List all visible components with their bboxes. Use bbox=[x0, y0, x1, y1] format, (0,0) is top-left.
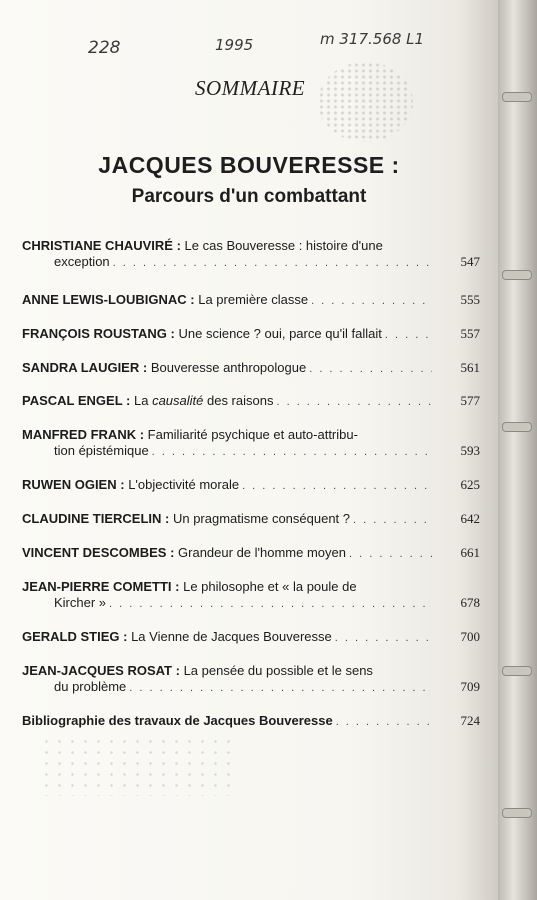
entry-title: L'objectivité morale bbox=[128, 477, 240, 492]
binding-ring bbox=[502, 92, 532, 102]
entry-author: ANNE LEWIS-LOUBIGNAC : bbox=[22, 292, 195, 307]
leader-dots bbox=[349, 546, 432, 562]
entry-author: PASCAL ENGEL : bbox=[22, 393, 131, 408]
leader-dots bbox=[152, 444, 432, 460]
leader-dots bbox=[242, 478, 432, 494]
entry-author: FRANÇOIS ROUSTANG : bbox=[22, 326, 175, 341]
toc-entry bbox=[22, 238, 480, 271]
entry-page-number: 709 bbox=[460, 679, 480, 694]
toc-entry bbox=[22, 326, 480, 343]
leader-dots bbox=[336, 714, 432, 730]
leader-dots bbox=[353, 512, 432, 528]
entry-page-number: 577 bbox=[460, 393, 480, 408]
entry-title-continued: exception bbox=[54, 254, 110, 269]
entry-page-number: 724 bbox=[460, 713, 480, 728]
entry-title: Une science ? oui, parce qu'il fallait bbox=[178, 326, 382, 341]
entry-page-number: 555 bbox=[460, 292, 480, 307]
entry-author: VINCENT DESCOMBES : bbox=[22, 545, 175, 560]
leader-dots bbox=[109, 596, 432, 612]
entry-title: Le cas Bouveresse : histoire d'une bbox=[184, 238, 383, 253]
handwritten-number: 228 bbox=[88, 38, 121, 58]
entry-author: JEAN-JACQUES ROSAT : bbox=[22, 663, 180, 678]
entry-title: Familiarité psychique et auto-attribu- bbox=[147, 427, 358, 442]
entry-title: La première classe bbox=[198, 292, 309, 307]
leader-dots bbox=[309, 361, 432, 377]
entry-title-continued: du problème bbox=[54, 679, 127, 694]
entry-title: Bibliographie des travaux de Jacques Bouveresse bbox=[22, 713, 333, 728]
toc-entry bbox=[22, 292, 480, 309]
entry-page-number: 593 bbox=[460, 443, 480, 458]
entry-title: La pensée du possible et le sens bbox=[183, 663, 373, 678]
entry-title-continued: Kircher » bbox=[54, 595, 107, 610]
page-smudge bbox=[40, 736, 240, 796]
binding-ring bbox=[502, 666, 532, 676]
toc-entry bbox=[22, 579, 480, 612]
toc-entry bbox=[22, 427, 480, 460]
entry-title: Le philosophe et « la poule de bbox=[183, 579, 357, 594]
handwritten-year: 1995 bbox=[215, 36, 254, 54]
entry-page-number: 661 bbox=[460, 545, 480, 560]
entry-title: Grandeur de l'homme moyen bbox=[178, 545, 346, 560]
leader-dots bbox=[276, 394, 432, 410]
toc-entry bbox=[22, 360, 480, 377]
toc-entry bbox=[22, 629, 480, 646]
entry-page-number: 642 bbox=[460, 511, 480, 526]
entry-author: JEAN-PIERRE COMETTI : bbox=[22, 579, 180, 594]
toc-entry bbox=[22, 393, 480, 410]
toc-entry bbox=[22, 477, 480, 494]
entry-title: Bouveresse anthropologue bbox=[150, 360, 307, 375]
spiral-binding bbox=[498, 0, 537, 900]
entry-title: Un pragmatisme conséquent ? bbox=[172, 511, 351, 526]
entry-page-number: 557 bbox=[460, 326, 480, 341]
leader-dots bbox=[113, 255, 432, 271]
entry-author: RUWEN OGIEN : bbox=[22, 477, 125, 492]
entry-title: La causalité des raisons bbox=[133, 393, 274, 408]
entry-author: CLAUDINE TIERCELIN : bbox=[22, 511, 170, 526]
issue-title: JACQUES BOUVERESSE : bbox=[98, 152, 400, 178]
toc-entry bbox=[22, 663, 480, 696]
leader-dots bbox=[129, 680, 432, 696]
entry-page-number: 700 bbox=[460, 629, 480, 644]
leader-dots bbox=[311, 293, 432, 309]
entry-title: La Vienne de Jacques Bouveresse bbox=[131, 629, 332, 644]
toc-entry bbox=[22, 511, 480, 528]
entry-author: CHRISTIANE CHAUVIRÉ : bbox=[22, 238, 181, 253]
leader-dots bbox=[385, 327, 432, 343]
binding-ring bbox=[502, 808, 532, 818]
entry-title-continued: tion épistémique bbox=[54, 443, 149, 458]
leader-dots bbox=[335, 630, 432, 646]
entry-page-number: 625 bbox=[460, 477, 480, 492]
library-stamp bbox=[318, 62, 413, 142]
toc-entry bbox=[22, 545, 480, 562]
handwritten-call-number: m 317.568 L1 bbox=[320, 30, 425, 48]
entry-author: SANDRA LAUGIER : bbox=[22, 360, 148, 375]
entry-page-number: 547 bbox=[460, 254, 480, 269]
issue-subtitle: Parcours d'un combattant bbox=[131, 186, 367, 207]
binding-ring bbox=[502, 422, 532, 432]
binding-ring bbox=[502, 270, 532, 280]
toc-entry bbox=[22, 713, 480, 730]
entry-page-number: 678 bbox=[460, 595, 480, 610]
section-heading: SOMMAIRE bbox=[195, 76, 306, 100]
entry-page-number: 561 bbox=[460, 360, 480, 375]
entry-author: GERALD STIEG : bbox=[22, 629, 128, 644]
entry-author: MANFRED FRANK : bbox=[22, 427, 145, 442]
